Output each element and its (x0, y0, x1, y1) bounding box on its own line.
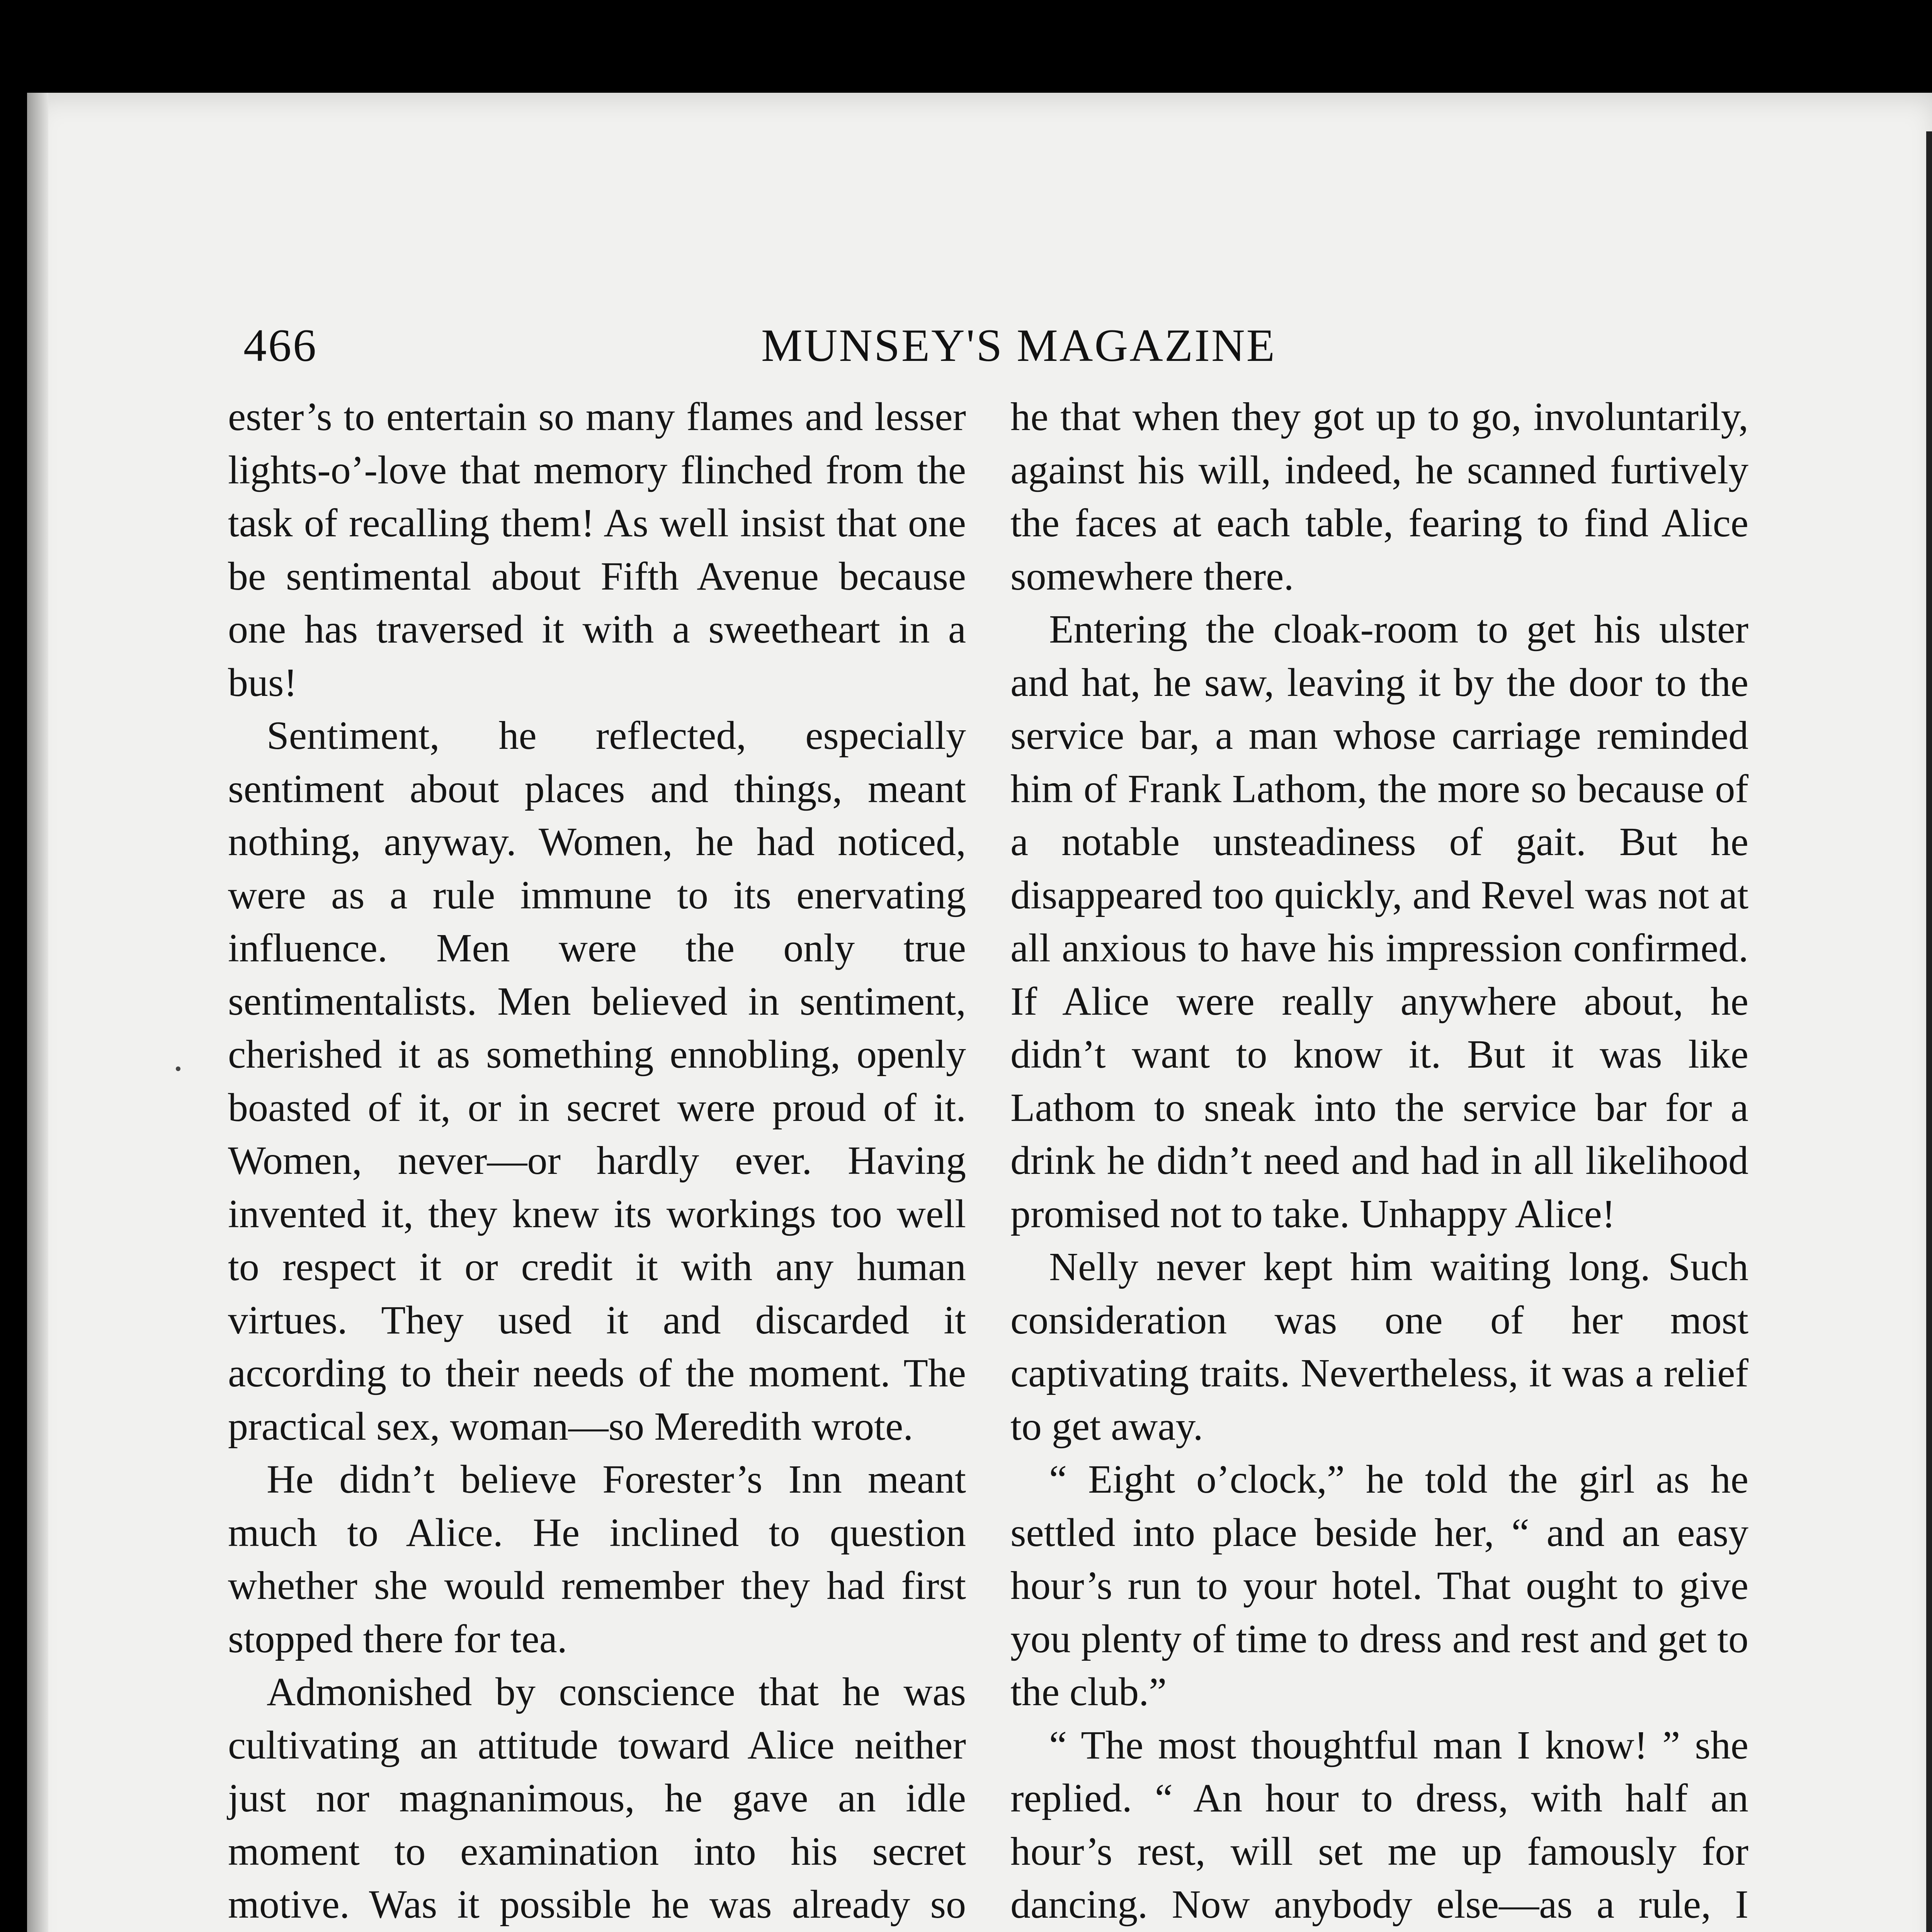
page-header (232, 303, 1739, 381)
facing-page-edge (1926, 131, 1932, 1932)
right-column (1010, 390, 1748, 1932)
paragraph: “ Eight o’clock,” he told the girl as he settled into place beside her, “ and an easy hour’s run to your hotel. That ought to give you plenty of time to dress and rest and get to the club.” (1010, 1457, 1748, 1714)
running-title: MUNSEY'S MAGAZINE (761, 320, 1276, 371)
page-number: 466 (243, 320, 318, 371)
left-column (228, 390, 966, 1932)
paragraph: Sentiment, he reflected, especially sentiment about places and things, meant nothing, anyway. Women, he had noticed, were as a rule immune to its enervating influence. Men were the only true sentimentalists. Men believed in sentiment, cherished it as something ennobling, openly boasted of it, or in secret were proud of it. Women, never—or hardly ever. Having invented it, they knew its workings too well to respect it or credit it with any human virtues. They used it and discarded it according to their needs of the moment. The practical sex, woman—so Meredith wrote. (228, 713, 966, 1449)
page-gutter-shadow (27, 93, 48, 1932)
paragraph: He didn’t believe Forester’s Inn meant much to Alice. He inclined to question whether she would remember they had first stopped there for tea. (228, 1457, 966, 1661)
paragraph: Nelly never kept him waiting long. Such consideration was one of her most captivating traits. Nevertheless, it was a relief to get away. (1010, 1245, 1748, 1449)
paragraph: he that when they got up to go, involuntarily, against his will, indeed, he scanned furtively the faces at each table, fearing to find Alice somewhere there. (1010, 395, 1748, 599)
paragraph: Admonished by conscience that he was cultivating an attitude toward Alice neither just nor magnanimous, he gave an idle moment to examination into his secret motive. Was it possible he was already so (228, 1670, 966, 1927)
paragraph: Entering the cloak-room to get his ulster and hat, he saw, leaving it by the door to the service bar, a man whose carriage reminded him of Frank Lathom, the more so because of a notable unsteadiness of gait. But he disappeared too quickly, and Revel was not at all anxious to have his impression confirmed. If Alice were really anywhere about, he didn’t want to know it. But it was like Lathom to sneak into the service bar for a drink he didn’t need and had in all likelihood promised not to take. Unhappy Alice! (1010, 607, 1748, 1236)
paragraph: “ The most thoughtful man I know! ” she replied. “ An hour to dress, with half an hour’s rest, will set me up famously for dancing. Now anybody else—as a rule, I (1010, 1723, 1748, 1927)
paragraph: ester’s to entertain so many flames and lesser lights-o’-love that memory flinched from the task of recalling them! As well insist that one be sentimental about Fifth Avenue because one has traversed it with a sweetheart in a bus! (228, 395, 966, 705)
print-speck (176, 1066, 180, 1071)
